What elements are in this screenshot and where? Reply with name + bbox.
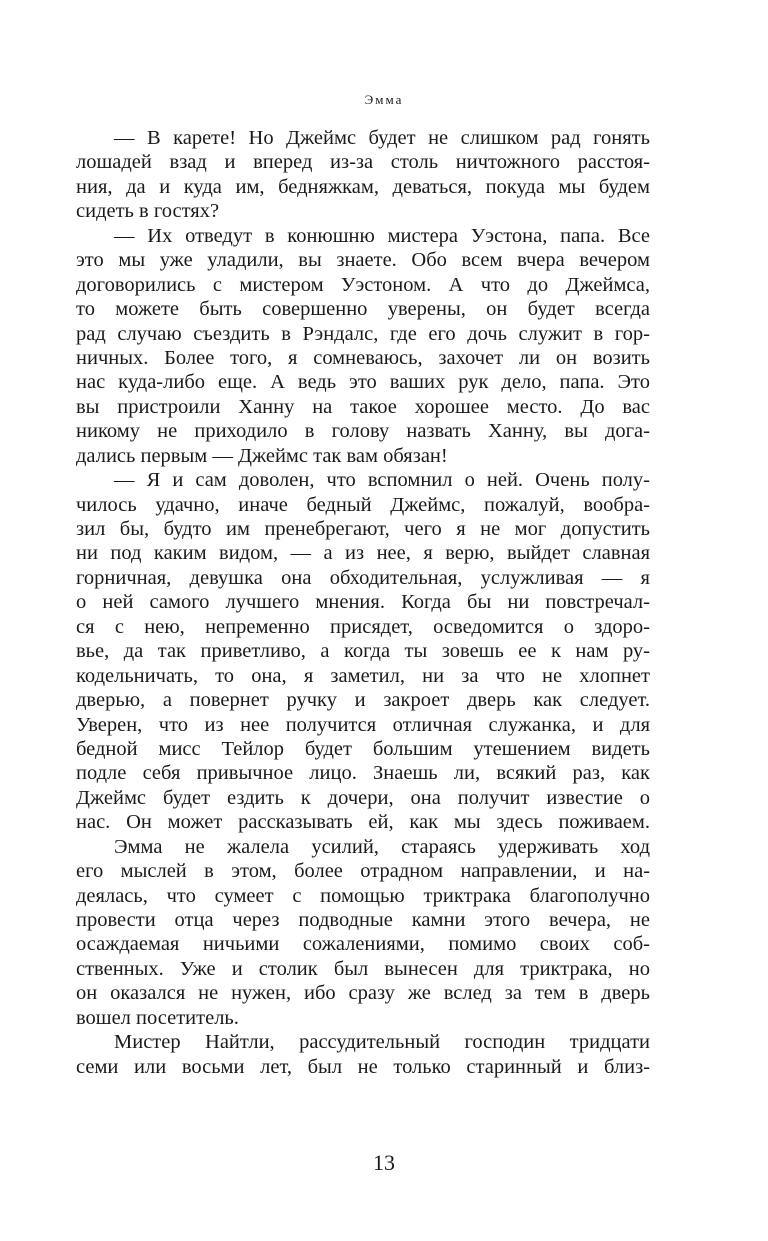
text-line: кодельничать, то она, я заметил, ни за что не хлопнет [76, 664, 650, 687]
text-line: ния, да и куда им, бедняжкам, деваться, покуда мы будем [76, 175, 650, 198]
text-line: бедной мисс Тейлор будет большим утешением видеть [76, 737, 650, 760]
text-line: Джеймс будет ездить к дочери, она получит известие о [76, 786, 650, 809]
page-number: 13 [373, 1150, 395, 1175]
text-line: Уверен, что из нее получится отличная служанка, и для [76, 713, 650, 736]
text-line: Эмма не жалела усилий, стараясь удерживать ход [114, 835, 650, 858]
text-line: сидеть в гостях? [76, 200, 220, 223]
text-line: горничная, девушка она обходительная, услужливая — я [76, 566, 650, 589]
text-line: — Их отведут в конюшню мистера Уэстона, папа. Все [114, 224, 650, 247]
text-line: договорились с мистером Уэстоном. А что до Джеймса, [76, 273, 650, 296]
text-line: вы пристроили Ханну на такое хорошее место. До вас [76, 395, 650, 418]
text-line: провести отца через подводные камни этого вечера, не [76, 909, 650, 931]
text-line: это мы уже уладили, вы знаете. Обо всем вчера вечером [76, 249, 650, 272]
text-line: нас. Он может рассказывать ей, как мы здесь поживаем. [76, 811, 650, 834]
text-line: ни под каким видом, — а из нее, я верю, выйдет славная [76, 542, 650, 565]
text-line: — В карете! Но Джеймс будет не слишком рад гонять [114, 127, 650, 149]
text-line: чилось удачно, иначе бедный Джеймс, пожалуй, вообра- [76, 493, 650, 516]
text-line: никому не приходило в голову назвать Ханну, вы дога- [76, 420, 650, 443]
text-line: лошадей взад и вперед из-за столь ничтожного расстоя- [76, 151, 650, 174]
text-line: ственных. Уже и столик был вынесен для триктрака, но [76, 957, 650, 980]
text-line: вошел посетитель. [76, 1006, 239, 1029]
text-line: деялась, что сумеет с помощью триктрака благополучно [76, 884, 650, 907]
text-line: дались первым — Джеймс так вам обязан! [76, 444, 448, 467]
text-line: семи или восьми лет, был не только старинный и близ- [76, 1055, 650, 1078]
text-line: — Я и сам доволен, что вспомнил о ней. Очень полу- [114, 469, 650, 492]
text-line: нас куда-либо еще. А ведь это ваших рук дело, папа. Это [76, 371, 650, 394]
text-line: ничных. Более того, я сомневаюсь, захочет ли он возить [76, 346, 650, 369]
text-line: дверью, а повернет ручку и закроет дверь как следует. [76, 689, 650, 712]
text-line: он оказался не нужен, ибо сразу же вслед за тем в дверь [76, 982, 650, 1005]
text-line: осаждаемая ничьими сожалениями, помимо своих соб- [76, 933, 650, 956]
text-line: Мистер Найтли, рассудительный господин тридцати [114, 1031, 650, 1054]
text-line: подле себя привычное лицо. Знаешь ли, всякий раз, как [76, 762, 650, 785]
body-text [76, 126, 650, 1079]
text-line: вье, да так приветливо, а когда ты зовешь ее к нам ру- [76, 640, 650, 663]
running-head: Эмма [364, 92, 404, 107]
text-line: рад случаю съездить в Рэндалс, где его дочь служит в гор- [76, 322, 650, 345]
text-line: его мыслей в этом, более отрадном направлении, и на- [76, 860, 650, 883]
text-line: о ней самого лучшего мнения. Когда бы ни повстречал- [76, 591, 650, 614]
text-line: то можете быть совершенно уверены, он будет всегда [76, 298, 650, 321]
text-line: ся с нею, непременно присядет, осведомится о здоро- [76, 615, 650, 638]
text-line: зил бы, будто им пренебрегают, чего я не мог допустить [76, 518, 650, 540]
